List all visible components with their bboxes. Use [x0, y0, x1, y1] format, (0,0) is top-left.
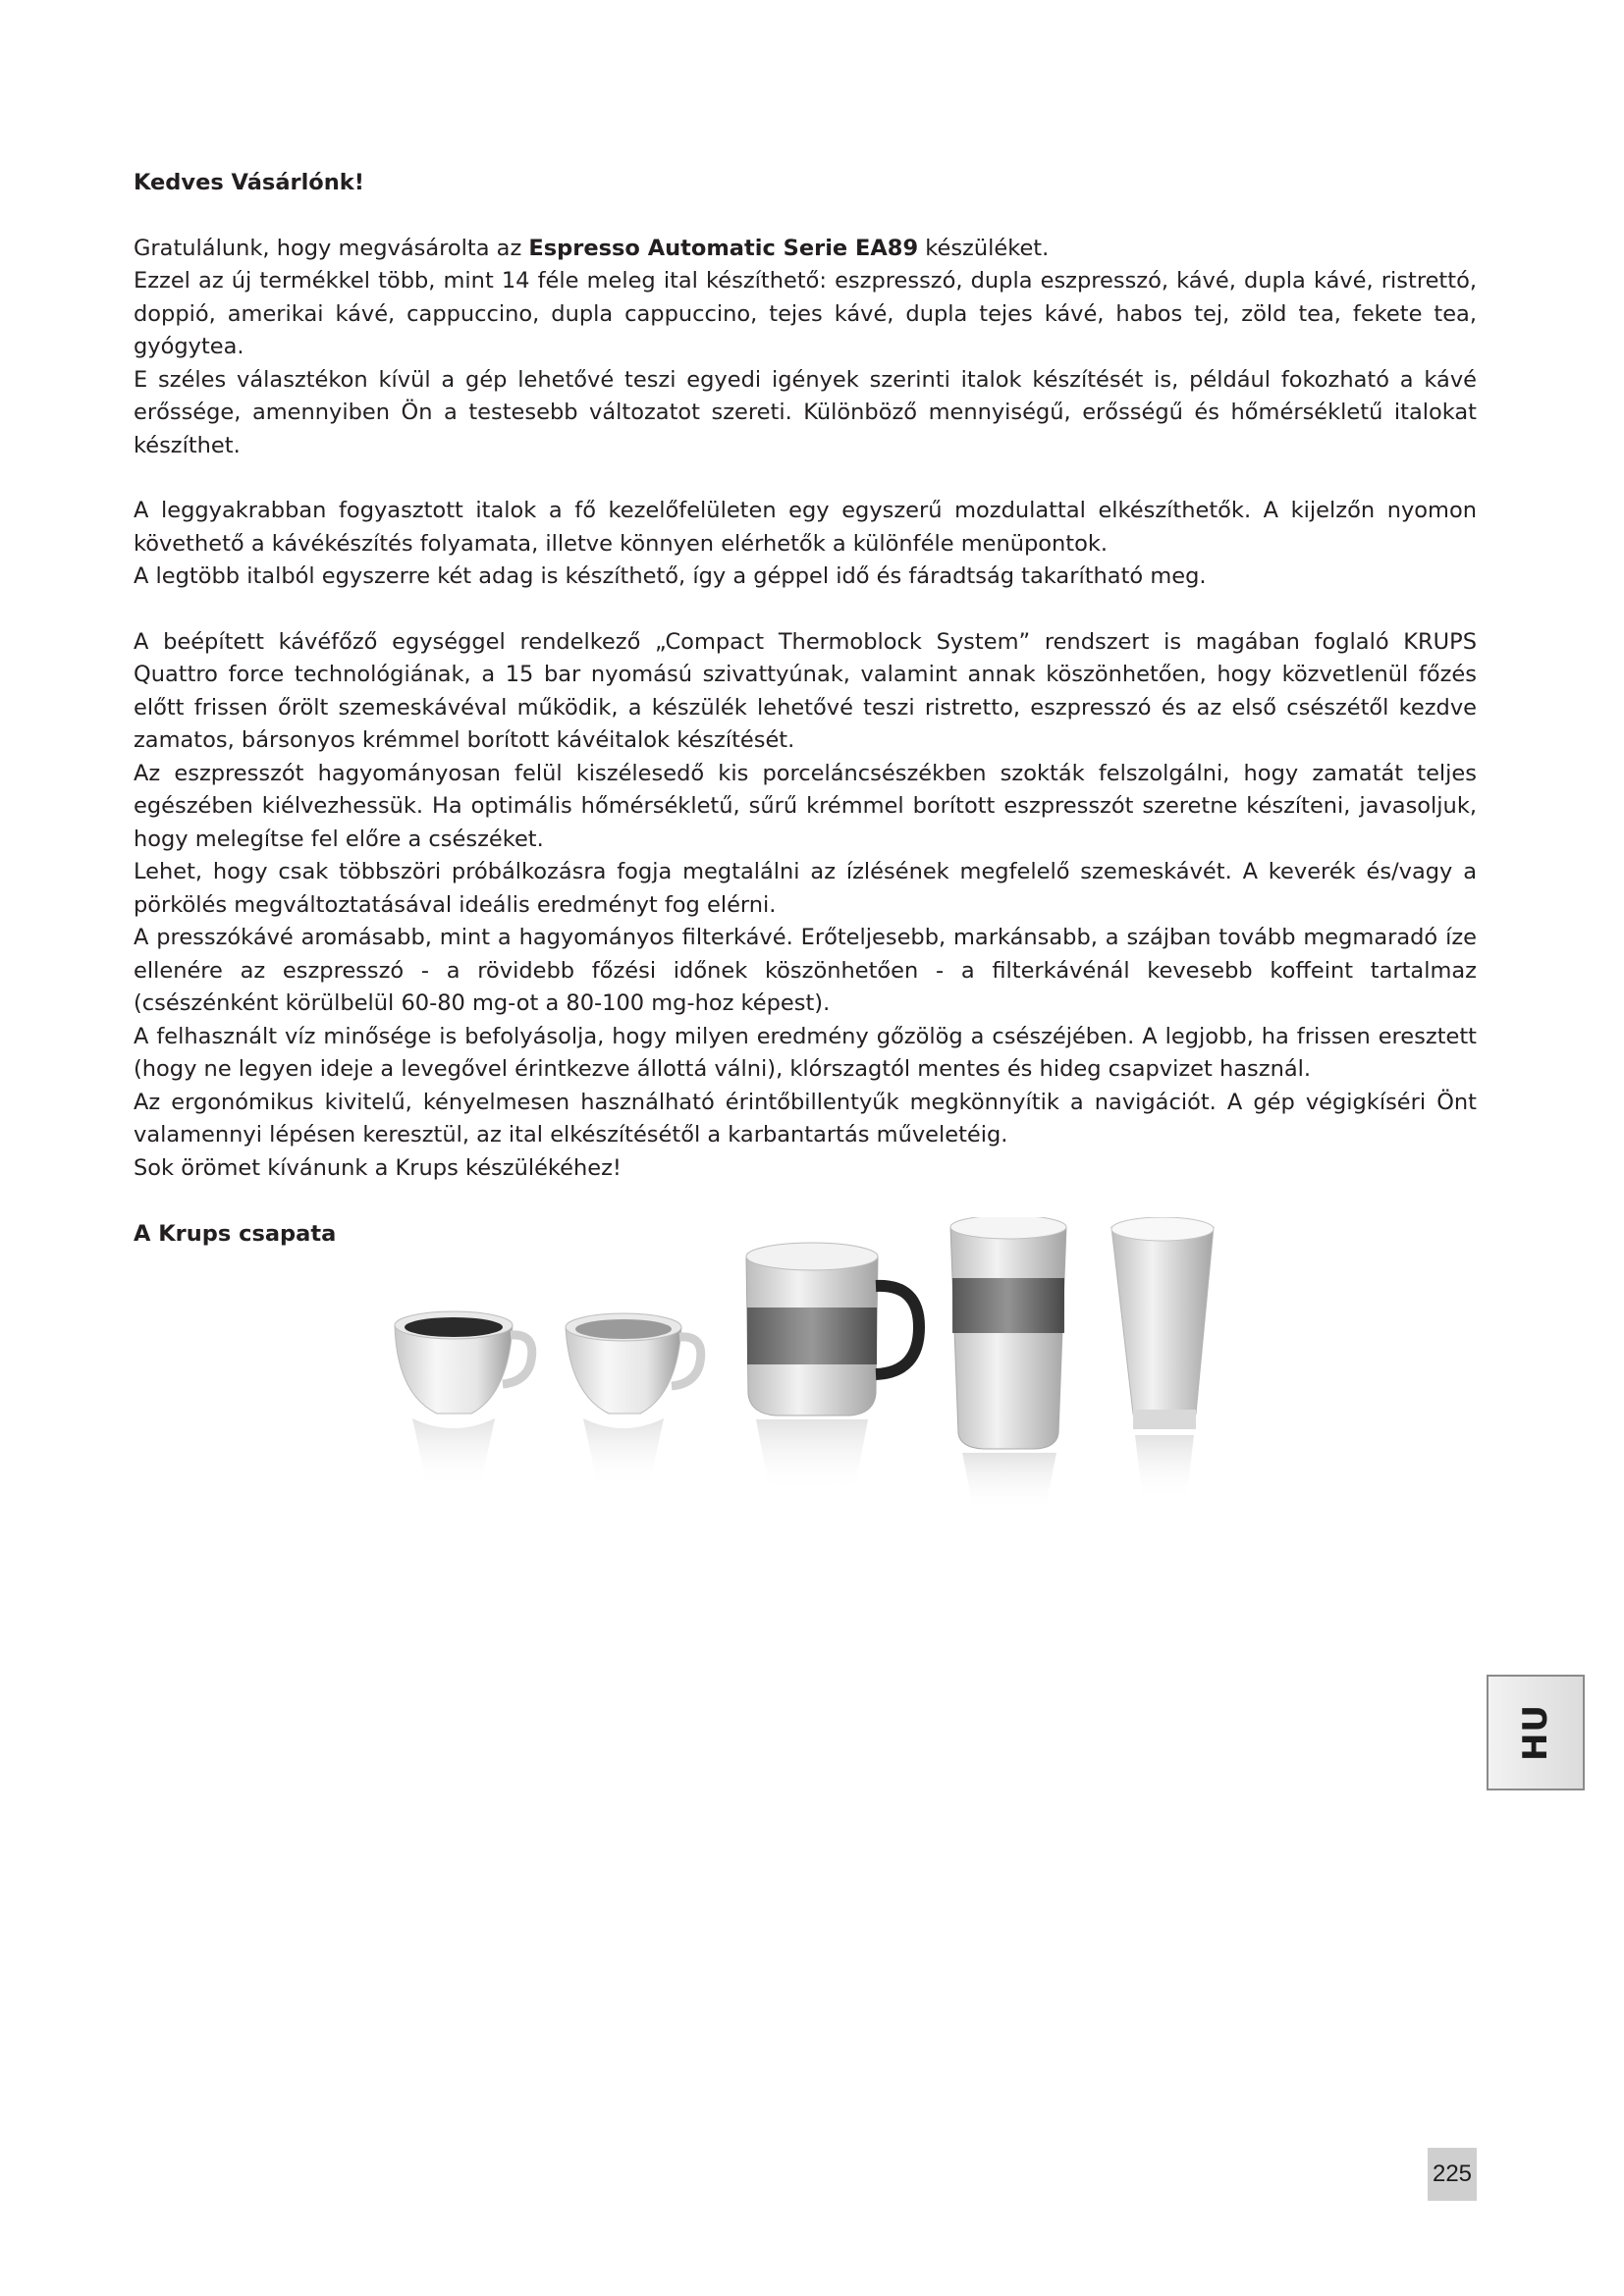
paragraph-ergonomics: Az ergonómikus kivitelű, kényelmesen használható érintőbillentyűk megkönnyítik a navigációt. A gép végigkíséri Önt valamennyi lépésen keresztül, az ital elkészítésétől a karbantartás műveletéig.: [134, 1089, 1477, 1148]
paragraph-water: A felhasznált víz minősége is befolyásolja, hogy milyen eredmény gőzölög a csészéjében. A legjobb, ha frissen eresztett (hogy ne legyen ideje a levegővel érintkezve állottá válni), klórszagtól mentes és hideg csapvizet használ.: [134, 1023, 1477, 1082]
language-code: HU: [1515, 1703, 1555, 1762]
language-tab: [1487, 1675, 1585, 1790]
signature: A Krups csapata: [134, 1221, 337, 1247]
paragraph-drinks: Ezzel az új termékkel több, mint 14 féle meleg ital készíthető: eszpresszó, dupla eszpresszó, kávé, dupla kávé, ristrettó, doppió, amerikai kávé, cappuccino, dupla cappuccino, tejes kávé, dupla tejes kávé, habos tej, zöld tea, fekete tea, gyógytea.: [134, 268, 1477, 359]
paragraph-options: E széles választékon kívül a gép lehetővé teszi egyedi igények szerinti italok készítését is, például fokozható a kávé erőssége, amennyiben Ön a testesebb változatot szereti. Különböző mennyiségű, erősségű és hőmérsékletű italokat készíthet.: [134, 366, 1477, 458]
page-number: 225: [1428, 2148, 1477, 2201]
paragraph-interface: A leggyakrabban fogyasztott italok a fő kezelőfelületen egy egyszerű mozdulattal elkészíthetők. A kijelzőn nyomon követhető a kávékészítés folyamata, illetve könnyen elérhetők a különféle menüpontok.: [134, 498, 1477, 557]
paragraph-beans: Lehet, hogy csak többszöri próbálkozásra fogja megtalálni az ízlésének megfelelő szemeskávét. A keverék és/vagy a pörkölés megváltoztatásával ideális eredményt fog elérni.: [134, 859, 1477, 918]
espresso-cup-icon: [395, 1311, 532, 1487]
greeting-heading: Kedves Vásárlónk!: [134, 170, 365, 195]
letter-body: [134, 167, 1477, 1252]
paragraph-wishes: Sok örömet kívánunk a Krups készülékéhez!: [134, 1154, 622, 1181]
intro-text: Gratulálunk, hogy megvásárolta az: [134, 235, 529, 261]
intro-paragraph: [134, 233, 1477, 266]
paragraph-double: A legtöbb italból egyszerre két adag is készíthető, így a géppel idő és fáradtság takarítható meg.: [134, 563, 1207, 589]
cappuccino-mug-icon: [746, 1243, 919, 1492]
paragraph-technology: A beépített kávéfőző egységgel rendelkező „Compact Thermoblock System” rendszert is magában foglaló KRUPS Quattro force technológiának, a 15 bar nyomású szivattyúnak, valamint annak köszönhetően, hogy közvetlenül főzés előtt frissen őrölt szemeskávéval működik, a készülék lehetővé teszi ristretto, eszpresszó és az első csészétől kezdve zamatos, bársonyos krémmel borított kávéitalok készítését.: [134, 628, 1477, 753]
paragraph-cups: Az eszpresszót hagyományosan felül kiszélesedő kis porceláncsészékben szokták felszolgálni, hogy zamatát teljes egészében kiélvezhessük. Ha optimális hőmérsékletű, sűrű krémmel borított eszpresszót szeretne készíteni, javasoljuk, hogy melegítse fel előre a csészéket.: [134, 760, 1477, 852]
coffee-cup-icon: [566, 1313, 701, 1487]
product-name: Espresso Automatic Serie EA89: [528, 235, 919, 261]
intro-text-end: készüléket.: [918, 235, 1050, 261]
coffee-cups-illustration: [383, 1217, 1218, 1512]
milk-glass-icon: [1111, 1217, 1214, 1502]
paragraph-caffeine: A presszókávé aromásabb, mint a hagyományos filterkávé. Erőteljesebb, markánsabb, a szájban tovább megmaradó íze ellenére az eszpresszó - a rövidebb főzési időnek köszönhetően - a filterkávénál kevesebb koffeint tartalmaz (csészénként körülbelül 60-80 mg-ot a 80-100 mg-hoz képest).: [134, 925, 1477, 1016]
